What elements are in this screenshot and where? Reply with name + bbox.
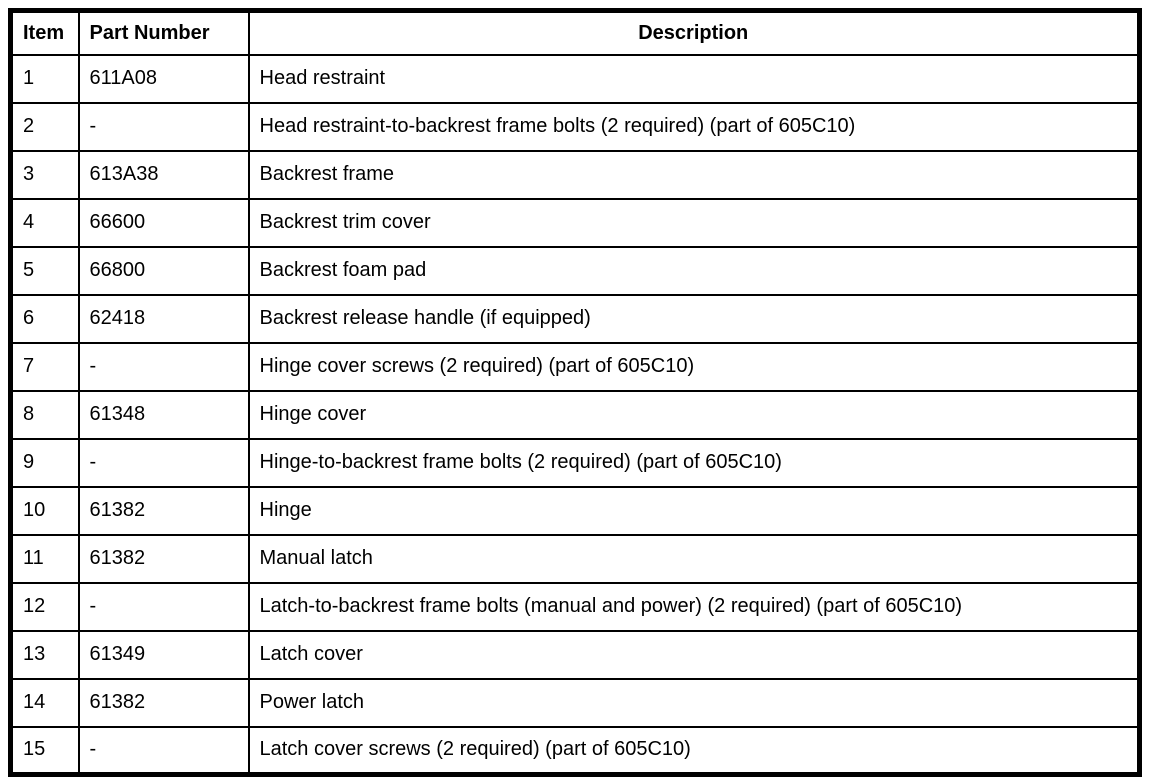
part-number-cell: 61348 <box>79 391 249 439</box>
table-row <box>11 439 1140 487</box>
part-number-cell: - <box>79 727 249 775</box>
part-number-cell: - <box>79 439 249 487</box>
part-number-cell: 61382 <box>79 535 249 583</box>
table-header-row <box>11 11 1140 55</box>
item-cell: 6 <box>11 295 79 343</box>
description-cell: Latch-to-backrest frame bolts (manual and power) (2 required) (part of 605C10) <box>249 583 1140 631</box>
description-cell: Power latch <box>249 679 1140 727</box>
table-row <box>11 631 1140 679</box>
column-header-description: Description <box>249 11 1140 55</box>
table-row <box>11 55 1140 103</box>
description-cell: Manual latch <box>249 535 1140 583</box>
table-row <box>11 727 1140 775</box>
description-cell: Hinge cover screws (2 required) (part of 605C10) <box>249 343 1140 391</box>
description-cell: Backrest release handle (if equipped) <box>249 295 1140 343</box>
item-cell: 3 <box>11 151 79 199</box>
description-cell: Hinge cover <box>249 391 1140 439</box>
part-number-cell: 62418 <box>79 295 249 343</box>
description-cell: Hinge-to-backrest frame bolts (2 required) (part of 605C10) <box>249 439 1140 487</box>
table-row <box>11 199 1140 247</box>
item-cell: 1 <box>11 55 79 103</box>
item-cell: 13 <box>11 631 79 679</box>
description-cell: Backrest foam pad <box>249 247 1140 295</box>
description-cell: Backrest frame <box>249 151 1140 199</box>
item-cell: 9 <box>11 439 79 487</box>
table-row <box>11 679 1140 727</box>
table-row <box>11 343 1140 391</box>
part-number-cell: 611A08 <box>79 55 249 103</box>
part-number-cell: 61349 <box>79 631 249 679</box>
table-row <box>11 247 1140 295</box>
item-cell: 4 <box>11 199 79 247</box>
item-cell: 8 <box>11 391 79 439</box>
part-number-cell: 61382 <box>79 679 249 727</box>
description-cell: Latch cover <box>249 631 1140 679</box>
description-cell: Hinge <box>249 487 1140 535</box>
part-number-cell: 66600 <box>79 199 249 247</box>
part-number-cell: 66800 <box>79 247 249 295</box>
column-header-part-number: Part Number <box>79 11 249 55</box>
part-number-cell: 61382 <box>79 487 249 535</box>
part-number-cell: 613A38 <box>79 151 249 199</box>
table-row <box>11 151 1140 199</box>
item-cell: 2 <box>11 103 79 151</box>
item-cell: 15 <box>11 727 79 775</box>
item-cell: 10 <box>11 487 79 535</box>
description-cell: Backrest trim cover <box>249 199 1140 247</box>
item-cell: 7 <box>11 343 79 391</box>
description-cell: Latch cover screws (2 required) (part of 605C10) <box>249 727 1140 775</box>
table-row <box>11 583 1140 631</box>
part-number-cell: - <box>79 343 249 391</box>
part-number-cell: - <box>79 583 249 631</box>
table-row <box>11 487 1140 535</box>
table-row <box>11 295 1140 343</box>
table-row <box>11 103 1140 151</box>
description-cell: Head restraint <box>249 55 1140 103</box>
table-row <box>11 391 1140 439</box>
table-row <box>11 535 1140 583</box>
item-cell: 11 <box>11 535 79 583</box>
description-cell: Head restraint-to-backrest frame bolts (2 required) (part of 605C10) <box>249 103 1140 151</box>
parts-table <box>8 8 1142 777</box>
item-cell: 14 <box>11 679 79 727</box>
item-cell: 12 <box>11 583 79 631</box>
item-cell: 5 <box>11 247 79 295</box>
part-number-cell: - <box>79 103 249 151</box>
column-header-item: Item <box>11 11 79 55</box>
